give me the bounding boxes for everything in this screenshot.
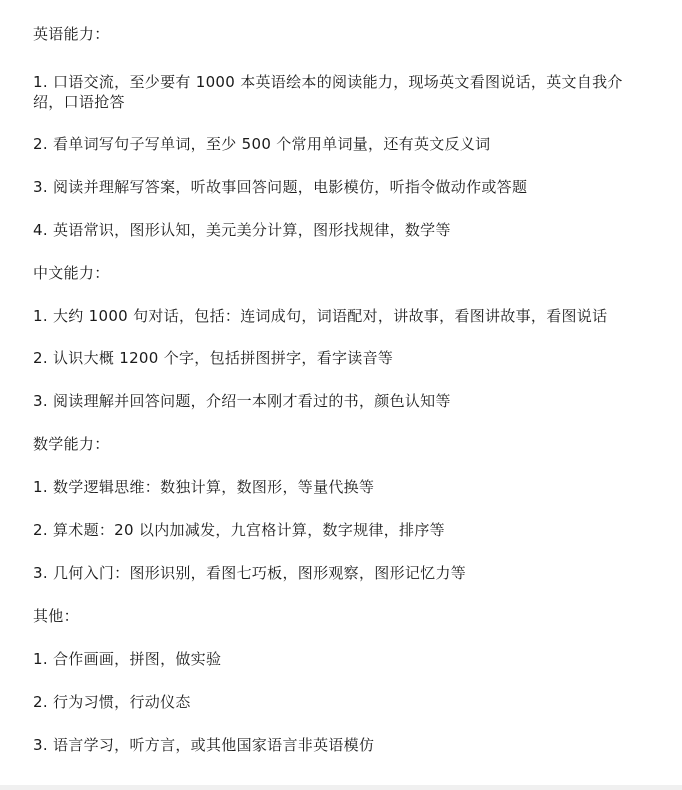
section-heading-math: 数学能力： bbox=[33, 435, 110, 453]
list-item: 3. 几何入门：图形识别，看图七巧板，图形观察，图形记忆力等 bbox=[33, 564, 467, 582]
list-item: 3. 阅读并理解写答案，听故事回答问题，电影模仿，听指令做动作或答题 bbox=[33, 178, 528, 196]
list-item: 2. 算术题：20 以内加减发，九宫格计算，数字规律，排序等 bbox=[33, 521, 445, 539]
list-item: 1. 口语交流，至少要有 1000 本英语绘本的阅读能力，现场英文看图说话，英文自我介绍，口语抢答 bbox=[33, 73, 623, 111]
document-body bbox=[33, 0, 629, 755]
list-item: 1. 合作画画，拼图，做实验 bbox=[33, 650, 222, 668]
section-heading-english: 英语能力： bbox=[33, 25, 110, 43]
list-item: 4. 英语常识，图形认知，美元美分计算，图形找规律，数学等 bbox=[33, 221, 451, 239]
section-heading-chinese: 中文能力： bbox=[33, 264, 110, 282]
list-item: 2. 行为习惯，行动仪态 bbox=[33, 693, 191, 711]
list-item: 3. 语言学习，听方言，或其他国家语言非英语模仿 bbox=[33, 736, 375, 754]
bottom-divider bbox=[0, 785, 682, 790]
list-item: 3. 阅读理解并回答问题，介绍一本刚才看过的书，颜色认知等 bbox=[33, 392, 451, 410]
list-item: 2. 看单词写句子写单词，至少 500 个常用单词量，还有英文反义词 bbox=[33, 135, 491, 153]
section-heading-other: 其他： bbox=[33, 607, 79, 625]
list-item: 1. 大约 1000 句对话，包括：连词成句，词语配对，讲故事，看图讲故事，看图说话 bbox=[33, 307, 608, 325]
list-item: 2. 认识大概 1200 个字，包括拼图拼字，看字读音等 bbox=[33, 349, 394, 367]
list-item: 1. 数学逻辑思维：数独计算，数图形，等量代换等 bbox=[33, 478, 375, 496]
